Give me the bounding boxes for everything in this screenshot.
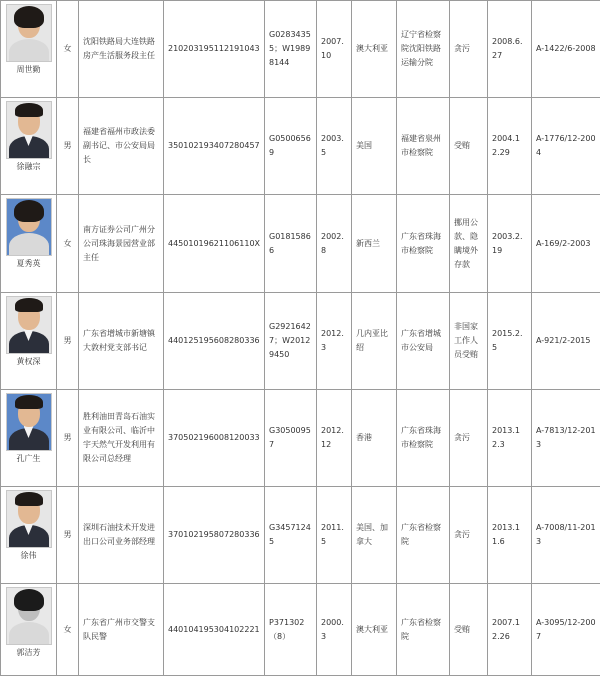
date-wanted-cell: 2013.12.3	[488, 390, 532, 487]
charge-cell: 贪污	[450, 487, 488, 584]
id-number-cell: 370102195807280336	[164, 487, 265, 584]
date-out-cell: 2011.5	[317, 487, 352, 584]
id-number-cell: 440125195608280336	[164, 293, 265, 390]
passport-cell: G05006569	[265, 98, 317, 195]
destination-cell: 澳大利亚	[352, 1, 397, 98]
charge-cell: 贪污	[450, 1, 488, 98]
date-wanted-cell: 2015.2.5	[488, 293, 532, 390]
portrait-photo	[6, 198, 52, 256]
portrait-photo	[6, 393, 52, 451]
passport-cell: G29216427；W20129450	[265, 293, 317, 390]
charge-cell: 贪污	[450, 390, 488, 487]
agency-cell: 广东省检察院	[397, 584, 450, 676]
destination-cell: 澳大利亚	[352, 584, 397, 676]
agency-cell: 广东省检察院	[397, 487, 450, 584]
warrant-cell: A-1776/12-2004	[532, 98, 600, 195]
passport-cell: G01815866	[265, 195, 317, 293]
date-wanted-cell: 2008.6.27	[488, 1, 532, 98]
position-cell: 广东省广州市交警支队民警	[79, 584, 164, 676]
date-out-cell: 2012.3	[317, 293, 352, 390]
sex-cell: 男	[57, 487, 79, 584]
photo-cell	[1, 195, 57, 293]
date-out-cell: 2002.8	[317, 195, 352, 293]
photo-cell	[1, 390, 57, 487]
agency-cell: 广东省珠海市检察院	[397, 390, 450, 487]
sex-cell: 女	[57, 584, 79, 676]
date-out-cell: 2007.10	[317, 1, 352, 98]
destination-cell: 香港	[352, 390, 397, 487]
position-cell: 沈阳铁路局大连铁路房产生活服务段主任	[79, 1, 164, 98]
id-number-cell: 370502196008120033	[164, 390, 265, 487]
person-name: 夏秀英	[4, 258, 53, 269]
agency-cell: 广东省增城市公安局	[397, 293, 450, 390]
photo-cell	[1, 487, 57, 584]
table-row	[1, 98, 600, 195]
destination-cell: 新西兰	[352, 195, 397, 293]
position-cell: 深圳石油技术开发进出口公司业务部经理	[79, 487, 164, 584]
warrant-cell: A-7008/11-2013	[532, 487, 600, 584]
photo-cell	[1, 293, 57, 390]
id-number-cell: 210203195112191043	[164, 1, 265, 98]
portrait-photo	[6, 4, 52, 62]
date-out-cell: 2000.3	[317, 584, 352, 676]
id-number-cell: 440104195304102221	[164, 584, 265, 676]
date-wanted-cell: 2007.12.26	[488, 584, 532, 676]
agency-cell: 福建省泉州市检察院	[397, 98, 450, 195]
warrant-cell: A-169/2-2003	[532, 195, 600, 293]
warrant-cell: A-921/2-2015	[532, 293, 600, 390]
table-row	[1, 195, 600, 293]
passport-cell: G02834355；W19898144	[265, 1, 317, 98]
passport-cell: P371302（8）	[265, 584, 317, 676]
person-name: 徐融宗	[4, 161, 53, 172]
warrant-cell: A-7813/12-2013	[532, 390, 600, 487]
photo-cell	[1, 1, 57, 98]
charge-cell: 受贿	[450, 584, 488, 676]
destination-cell: 几内亚比绍	[352, 293, 397, 390]
portrait-photo	[6, 296, 52, 354]
charge-cell: 非国家工作人员受贿	[450, 293, 488, 390]
charge-cell: 挪用公款、隐瞒境外存款	[450, 195, 488, 293]
table-row	[1, 390, 600, 487]
id-number-cell: 350102193407280457	[164, 98, 265, 195]
position-cell: 福建省福州市政法委副书记、市公安局局长	[79, 98, 164, 195]
id-number-cell: 44501019621106110X	[164, 195, 265, 293]
sex-cell: 男	[57, 98, 79, 195]
destination-cell: 美国、加拿大	[352, 487, 397, 584]
date-wanted-cell: 2013.11.6	[488, 487, 532, 584]
agency-cell: 广东省珠海市检察院	[397, 195, 450, 293]
person-name: 周世勤	[4, 64, 53, 75]
position-cell: 广东省增城市新塘镇大敦村党支部书记	[79, 293, 164, 390]
table-row	[1, 293, 600, 390]
agency-cell: 辽宁省检察院沈阳铁路运输分院	[397, 1, 450, 98]
position-cell: 南方证券公司广州分公司珠海景园营业部主任	[79, 195, 164, 293]
date-out-cell: 2003.5	[317, 98, 352, 195]
warrant-cell: A-3095/12-2007	[532, 584, 600, 676]
portrait-photo	[6, 101, 52, 159]
sex-cell: 男	[57, 390, 79, 487]
warrant-cell: A-1422/6-2008	[532, 1, 600, 98]
date-wanted-cell: 2004.12.29	[488, 98, 532, 195]
sex-cell: 女	[57, 195, 79, 293]
passport-cell: G30500957	[265, 390, 317, 487]
passport-cell: G34571245	[265, 487, 317, 584]
portrait-photo	[6, 587, 52, 645]
charge-cell: 受贿	[450, 98, 488, 195]
photo-cell	[1, 98, 57, 195]
position-cell: 胜利油田青岛石油实业有限公司、临沂中宇天然气开发利用有限公司总经理	[79, 390, 164, 487]
date-out-cell: 2012.12	[317, 390, 352, 487]
date-wanted-cell: 2003.2.19	[488, 195, 532, 293]
sex-cell: 男	[57, 293, 79, 390]
person-name: 孔广生	[4, 453, 53, 464]
person-name: 徐伟	[4, 550, 53, 561]
sex-cell: 女	[57, 1, 79, 98]
table-row	[1, 487, 600, 584]
person-name: 郭洁芳	[4, 647, 53, 658]
table-row	[1, 1, 600, 98]
person-name: 黄权深	[4, 356, 53, 367]
destination-cell: 美国	[352, 98, 397, 195]
portrait-photo	[6, 490, 52, 548]
